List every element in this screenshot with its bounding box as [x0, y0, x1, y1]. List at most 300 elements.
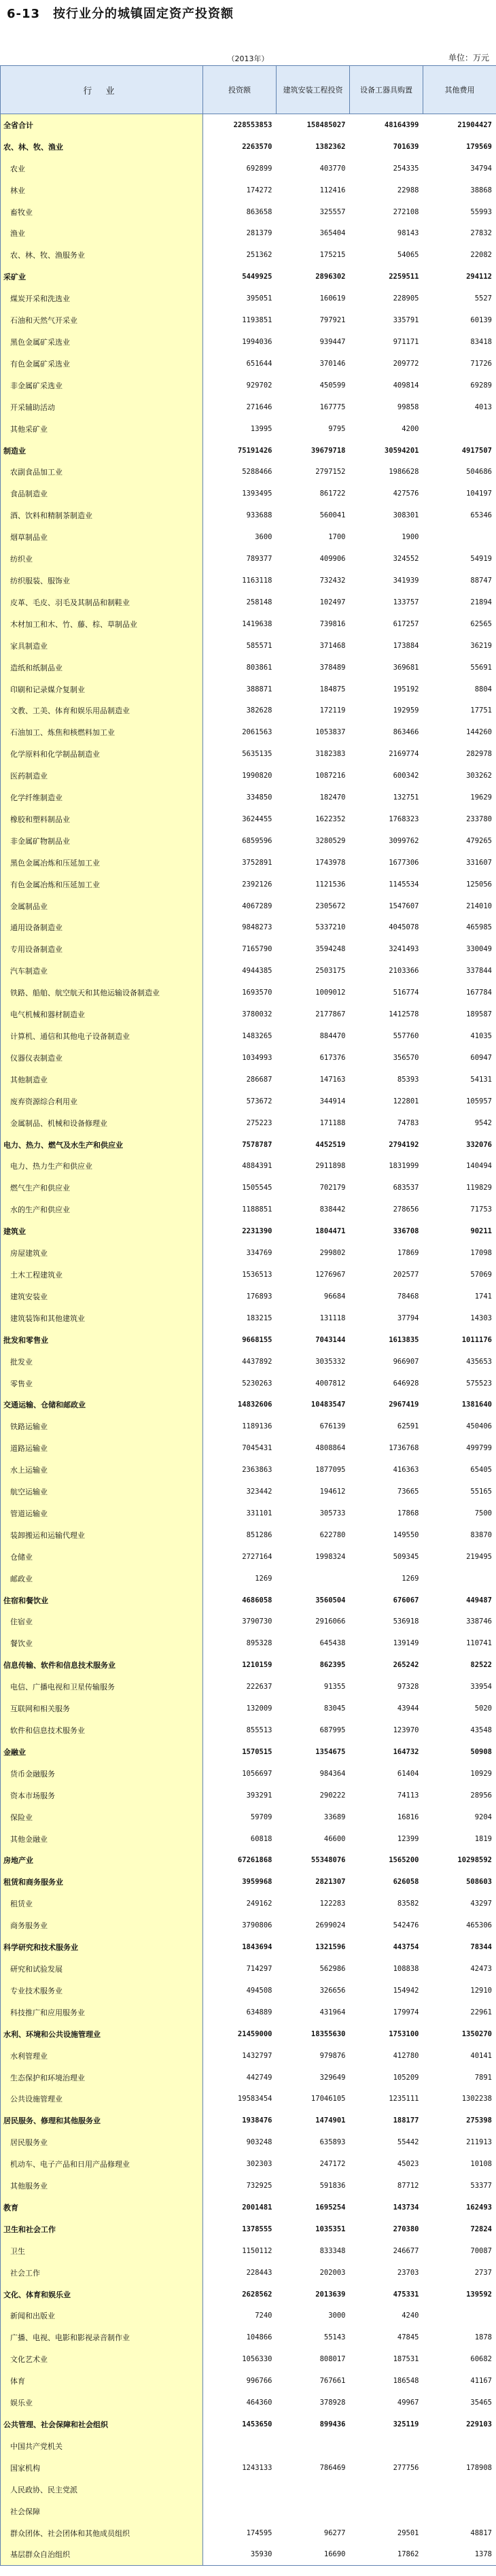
construction-cell: 83045 [277, 1698, 350, 1719]
table-row [1, 2175, 496, 2197]
industry-name-cell: 信息传输、软件和信息技术服务业 [1, 1654, 203, 1676]
equipment-cell: 23703 [350, 2262, 423, 2284]
construction-cell: 33689 [277, 1806, 350, 1828]
industry-name-cell: 水上运输业 [1, 1459, 203, 1481]
industry-name-cell: 餐饮业 [1, 1632, 203, 1654]
industry-name-cell: 制造业 [1, 440, 203, 462]
other-cost-cell: 55165 [423, 1481, 496, 1502]
industry-name-cell: 装卸搬运和运输代理业 [1, 1524, 203, 1546]
construction-cell: 732432 [277, 570, 350, 591]
construction-cell: 702179 [277, 1177, 350, 1199]
other-cost-cell: 34794 [423, 158, 496, 179]
table-row [1, 158, 496, 179]
industry-name-cell: 房屋建筑业 [1, 1242, 203, 1264]
equipment-cell: 1900 [350, 526, 423, 548]
other-cost-cell: 465985 [423, 917, 496, 939]
other-cost-cell: 189587 [423, 1003, 496, 1025]
other-cost-cell: 60139 [423, 309, 496, 331]
construction-cell: 403770 [277, 158, 350, 179]
total-investment-cell: 442749 [203, 2067, 277, 2089]
other-cost-cell: 71726 [423, 353, 496, 375]
other-cost-cell: 1302238 [423, 2088, 496, 2110]
total-investment-cell: 1536513 [203, 1264, 277, 1286]
table-row [1, 2153, 496, 2175]
table-row [1, 136, 496, 158]
other-cost-cell: 90211 [423, 1220, 496, 1242]
industry-name-cell: 广播、电视、电影和影视录音制作业 [1, 2326, 203, 2348]
construction-cell: 1998324 [277, 1546, 350, 1568]
table-row [1, 808, 496, 830]
equipment-cell [350, 2501, 423, 2522]
construction-cell: 645438 [277, 1632, 350, 1654]
construction-cell: 1009012 [277, 982, 350, 1003]
equipment-cell: 341939 [350, 570, 423, 591]
equipment-cell: 98143 [350, 223, 423, 245]
industry-name-cell: 新闻和出版业 [1, 2305, 203, 2327]
other-cost-cell [423, 2435, 496, 2457]
total-investment-cell: 851286 [203, 1524, 277, 1546]
other-cost-cell: 5527 [423, 288, 496, 309]
equipment-cell: 12399 [350, 1828, 423, 1850]
total-investment-cell: 714297 [203, 1958, 277, 1980]
other-cost-cell: 1878 [423, 2326, 496, 2348]
equipment-cell: 22988 [350, 179, 423, 201]
industry-name-cell: 专用设备制造业 [1, 938, 203, 960]
industry-name-cell: 橡胶和塑料制品业 [1, 808, 203, 830]
total-investment-cell: 222637 [203, 1676, 277, 1698]
table-row [1, 1090, 496, 1112]
table-row [1, 1914, 496, 1936]
construction-cell: 1743978 [277, 852, 350, 874]
equipment-cell: 516774 [350, 982, 423, 1003]
table-row [1, 2348, 496, 2370]
other-cost-cell: 4917507 [423, 440, 496, 462]
other-cost-cell: 54919 [423, 548, 496, 570]
construction-cell: 1035351 [277, 2218, 350, 2240]
equipment-cell: 272108 [350, 201, 423, 223]
other-cost-cell: 499799 [423, 1437, 496, 1459]
construction-cell: 167775 [277, 396, 350, 418]
equipment-cell: 369681 [350, 657, 423, 679]
equipment-cell: 4200 [350, 418, 423, 440]
table-row [1, 700, 496, 721]
total-investment-cell: 59709 [203, 1806, 277, 1828]
construction-cell: 617376 [277, 1047, 350, 1069]
table-row [1, 1025, 496, 1047]
total-investment-cell: 275223 [203, 1112, 277, 1134]
other-cost-cell: 35465 [423, 2392, 496, 2414]
construction-cell: 1354675 [277, 1741, 350, 1763]
industry-name-cell: 计算机、通信和其他电子设备制造业 [1, 1025, 203, 1047]
construction-cell: 833348 [277, 2240, 350, 2262]
total-investment-cell: 1163118 [203, 570, 277, 591]
equipment-cell: 149550 [350, 1524, 423, 1546]
equipment-cell: 49967 [350, 2392, 423, 2414]
table-row [1, 179, 496, 201]
construction-cell [277, 2479, 350, 2501]
other-cost-cell: 40141 [423, 2045, 496, 2067]
construction-cell: 899436 [277, 2414, 350, 2435]
other-cost-cell: 303262 [423, 765, 496, 787]
construction-cell: 3182383 [277, 743, 350, 765]
construction-cell: 378489 [277, 657, 350, 679]
other-cost-cell: 140494 [423, 1156, 496, 1178]
table-head [1, 66, 496, 114]
industry-name-cell: 资本市场服务 [1, 1785, 203, 1806]
other-cost-cell: 229103 [423, 2414, 496, 2435]
table-row [1, 1785, 496, 1806]
equipment-cell: 536918 [350, 1611, 423, 1633]
industry-name-cell: 烟草制品业 [1, 526, 203, 548]
total-investment-cell: 1990820 [203, 765, 277, 787]
equipment-cell: 600342 [350, 765, 423, 787]
other-cost-cell: 7891 [423, 2067, 496, 2089]
other-cost-cell: 1350270 [423, 2023, 496, 2045]
total-investment-cell [203, 2435, 277, 2457]
total-investment-cell: 1483265 [203, 1025, 277, 1047]
total-investment-cell: 1505545 [203, 1177, 277, 1199]
table-row [1, 1003, 496, 1025]
industry-name-cell: 印刷和记录媒介复制业 [1, 679, 203, 700]
other-cost-cell: 1381640 [423, 1394, 496, 1415]
equipment-cell: 557760 [350, 1025, 423, 1047]
equipment-cell: 409814 [350, 375, 423, 396]
industry-name-cell: 道路运输业 [1, 1437, 203, 1459]
equipment-cell: 188177 [350, 2110, 423, 2131]
total-investment-cell: 5288466 [203, 462, 277, 483]
industry-name-cell: 建筑装饰和其他建筑业 [1, 1307, 203, 1329]
industry-name-cell: 水利、环境和公共设施管理业 [1, 2023, 203, 2045]
equipment-cell: 1547607 [350, 895, 423, 917]
industry-name-cell: 互联网和相关服务 [1, 1698, 203, 1719]
category-header: 行 业 [1, 66, 203, 114]
equipment-cell: 966907 [350, 1351, 423, 1373]
other-cost-cell [423, 2479, 496, 2501]
industry-name-cell: 电信、广播电视和卫星传输服务 [1, 1676, 203, 1698]
total-investment-cell: 4944385 [203, 960, 277, 982]
industry-name-cell: 其他金融业 [1, 1828, 203, 1850]
construction-cell: 687995 [277, 1719, 350, 1741]
equipment-cell: 2103366 [350, 960, 423, 982]
construction-cell: 861722 [277, 483, 350, 504]
equipment-cell: 78468 [350, 1286, 423, 1307]
total-investment-cell: 174272 [203, 179, 277, 201]
industry-name-cell: 国家机构 [1, 2457, 203, 2479]
total-investment-cell: 67261868 [203, 1850, 277, 1872]
table-row [1, 1632, 496, 1654]
total-investment-cell: 1570515 [203, 1741, 277, 1763]
table-row [1, 1307, 496, 1329]
other-cost-cell: 78344 [423, 1936, 496, 1958]
equipment-cell: 356570 [350, 1047, 423, 1069]
equipment-cell: 173884 [350, 635, 423, 657]
industry-name-cell: 仓储业 [1, 1546, 203, 1568]
total-investment-cell: 855513 [203, 1719, 277, 1741]
other-cost-cell: 508603 [423, 1871, 496, 1893]
industry-name-cell: 金融业 [1, 1741, 203, 1763]
other-cost-cell: 211913 [423, 2131, 496, 2153]
other-cost-cell: 83418 [423, 331, 496, 353]
equipment-cell: 16816 [350, 1806, 423, 1828]
table-row [1, 1958, 496, 1980]
equipment-cell: 29501 [350, 2522, 423, 2544]
table-row [1, 743, 496, 765]
equipment-cell: 443754 [350, 1936, 423, 1958]
table-row [1, 874, 496, 895]
construction-cell: 1804471 [277, 1220, 350, 1242]
construction-cell: 984364 [277, 1763, 350, 1785]
construction-cell: 194612 [277, 1481, 350, 1502]
table-row [1, 1220, 496, 1242]
construction-cell: 5337210 [277, 917, 350, 939]
construction-cell: 2699024 [277, 1914, 350, 1936]
other-cost-cell: 275398 [423, 2110, 496, 2131]
table-row [1, 1719, 496, 1741]
total-investment-cell: 3624455 [203, 808, 277, 830]
other-cost-cell: 65405 [423, 1459, 496, 1481]
table-body [1, 114, 496, 2566]
equipment-cell: 74113 [350, 1785, 423, 1806]
other-cost-cell: 9204 [423, 1806, 496, 1828]
equipment-cell: 3241493 [350, 938, 423, 960]
total-investment-cell: 19583454 [203, 2088, 277, 2110]
total-investment-cell: 2001481 [203, 2197, 277, 2218]
construction-cell: 16690 [277, 2544, 350, 2566]
construction-cell: 739816 [277, 613, 350, 635]
other-cost-cell: 27832 [423, 223, 496, 245]
total-investment-cell: 395051 [203, 288, 277, 309]
industry-name-cell: 有色金属冶炼和压延加工业 [1, 874, 203, 895]
other-cost-cell: 17751 [423, 700, 496, 721]
construction-cell: 676139 [277, 1415, 350, 1437]
construction-cell: 17046105 [277, 2088, 350, 2110]
equipment-cell: 45023 [350, 2153, 423, 2175]
equipment-cell: 123970 [350, 1719, 423, 1741]
total-investment-cell: 174595 [203, 2522, 277, 2544]
construction-cell: 122283 [277, 1893, 350, 1914]
industry-name-cell: 基层群众自治组织 [1, 2544, 203, 2566]
total-investment-cell: 1188851 [203, 1199, 277, 1220]
equipment-cell: 1677306 [350, 852, 423, 874]
other-cost-cell: 465306 [423, 1914, 496, 1936]
equipment-cell: 254335 [350, 158, 423, 179]
construction-cell: 378928 [277, 2392, 350, 2414]
table-row [1, 266, 496, 288]
construction-cell: 1276967 [277, 1264, 350, 1286]
table-row [1, 2197, 496, 2218]
other-cost-cell: 282978 [423, 743, 496, 765]
industry-name-cell: 非金属矿物制品业 [1, 830, 203, 852]
construction-cell: 2013639 [277, 2284, 350, 2305]
other-cost-cell: 125056 [423, 874, 496, 895]
total-investment-cell: 651644 [203, 353, 277, 375]
equipment-cell: 37794 [350, 1307, 423, 1329]
equipment-cell: 122801 [350, 1090, 423, 1112]
industry-name-cell: 电力、热力生产和供应业 [1, 1156, 203, 1178]
industry-name-cell: 人民政协、民主党派 [1, 2479, 203, 2501]
total-investment-cell: 5449925 [203, 266, 277, 288]
other-cost-cell: 48817 [423, 2522, 496, 2544]
other-cost-cell: 12910 [423, 1980, 496, 2002]
total-investment-cell: 3780032 [203, 1003, 277, 1025]
table-row [1, 1069, 496, 1090]
table-row [1, 201, 496, 223]
other-cost-cell: 43548 [423, 1719, 496, 1741]
other-cost-cell: 233780 [423, 808, 496, 830]
total-investment-cell [203, 2479, 277, 2501]
industry-name-cell: 有色金属矿采选业 [1, 353, 203, 375]
table-row [1, 2414, 496, 2435]
construction-cell: 979876 [277, 2045, 350, 2067]
other-cost-cell: 110741 [423, 1632, 496, 1654]
table-row [1, 2479, 496, 2501]
total-investment-cell: 1378555 [203, 2218, 277, 2240]
total-investment-cell: 692899 [203, 158, 277, 179]
table-row [1, 1112, 496, 1134]
industry-name-cell: 保险业 [1, 1806, 203, 1828]
construction-cell: 560041 [277, 504, 350, 526]
industry-name-cell: 渔业 [1, 223, 203, 245]
industry-name-cell: 开采辅助活动 [1, 396, 203, 418]
other-cost-cell: 22961 [423, 2002, 496, 2023]
equipment-cell: 99858 [350, 396, 423, 418]
construction-cell: 4808864 [277, 1437, 350, 1459]
total-investment-cell: 9848273 [203, 917, 277, 939]
table-row [1, 375, 496, 396]
total-investment-cell: 9668155 [203, 1329, 277, 1351]
total-investment-cell: 5230263 [203, 1373, 277, 1394]
construction-cell: 202003 [277, 2262, 350, 2284]
other-cost-cell: 139592 [423, 2284, 496, 2305]
total-investment-cell: 2628562 [203, 2284, 277, 2305]
table-row [1, 657, 496, 679]
investment-table [0, 65, 496, 2566]
construction-cell: 102497 [277, 591, 350, 613]
other-cost-cell: 55993 [423, 201, 496, 223]
industry-name-cell: 汽车制造业 [1, 960, 203, 982]
construction-cell: 3560504 [277, 1590, 350, 1611]
equipment-cell: 4240 [350, 2305, 423, 2327]
equipment-cell: 209772 [350, 353, 423, 375]
other-cost-cell: 167784 [423, 982, 496, 1003]
industry-name-cell: 石油和天然气开采业 [1, 309, 203, 331]
other-header: 其他费用 [423, 66, 496, 114]
equipment-cell: 1412578 [350, 1003, 423, 1025]
industry-name-cell: 科技推广和应用服务业 [1, 2002, 203, 2023]
industry-name-cell: 公共设施管理业 [1, 2088, 203, 2110]
other-cost-cell: 72824 [423, 2218, 496, 2240]
equipment-cell: 427576 [350, 483, 423, 504]
equipment-cell: 270380 [350, 2218, 423, 2240]
table-row [1, 1828, 496, 1850]
table-row [1, 244, 496, 266]
table-row [1, 960, 496, 982]
industry-name-cell: 土木工程建筑业 [1, 1264, 203, 1286]
table-row [1, 504, 496, 526]
other-cost-cell: 338746 [423, 1611, 496, 1633]
table-row [1, 331, 496, 353]
table-row [1, 114, 496, 136]
equipment-cell [350, 2435, 423, 2457]
total-investment-cell: 1056330 [203, 2348, 277, 2370]
other-cost-cell: 479265 [423, 830, 496, 852]
industry-name-cell: 废弃资源综合利用业 [1, 1090, 203, 1112]
other-cost-cell: 10929 [423, 1763, 496, 1785]
industry-name-cell: 其他采矿业 [1, 418, 203, 440]
total-investment-cell: 271646 [203, 396, 277, 418]
total-investment-cell: 3600 [203, 526, 277, 548]
equipment-cell: 683537 [350, 1177, 423, 1199]
industry-name-cell: 仪器仪表制造业 [1, 1047, 203, 1069]
construction-cell: 939447 [277, 331, 350, 353]
industry-name-cell: 通用设备制造业 [1, 917, 203, 939]
industry-name-cell: 其他制造业 [1, 1069, 203, 1090]
other-cost-cell: 337844 [423, 960, 496, 982]
other-cost-cell: 162493 [423, 2197, 496, 2218]
construction-cell: 2177867 [277, 1003, 350, 1025]
industry-name-cell: 软件和信息技术服务业 [1, 1719, 203, 1741]
total-investment-cell: 895328 [203, 1632, 277, 1654]
other-cost-cell: 41035 [423, 1025, 496, 1047]
industry-name-cell: 批发和零售业 [1, 1329, 203, 1351]
total-investment-cell: 2263570 [203, 136, 277, 158]
total-investment-cell: 183215 [203, 1307, 277, 1329]
equipment-cell: 132751 [350, 787, 423, 808]
industry-name-cell: 农、林、牧、渔服务业 [1, 244, 203, 266]
industry-name-cell: 非金属矿采选业 [1, 375, 203, 396]
construction-header: 建筑安装工程投资 [277, 66, 350, 114]
total-investment-cell: 5635135 [203, 743, 277, 765]
construction-cell: 305733 [277, 1502, 350, 1524]
other-cost-cell: 88747 [423, 570, 496, 591]
construction-cell: 635893 [277, 2131, 350, 2153]
total-investment-cell: 634889 [203, 2002, 277, 2023]
other-cost-cell [423, 526, 496, 548]
other-cost-cell: 71753 [423, 1199, 496, 1220]
equipment-cell: 1768323 [350, 808, 423, 830]
total-investment-cell: 1056697 [203, 1763, 277, 1785]
table-row [1, 2002, 496, 2023]
construction-cell: 175215 [277, 244, 350, 266]
table-row [1, 2457, 496, 2479]
total-investment-cell: 2231390 [203, 1220, 277, 1242]
total-investment-cell: 789377 [203, 548, 277, 570]
table-row [1, 2240, 496, 2262]
industry-name-cell: 专业技术服务业 [1, 1980, 203, 2002]
other-cost-cell: 70087 [423, 2240, 496, 2262]
industry-name-cell: 酒、饮料和精制茶制造业 [1, 504, 203, 526]
table-row [1, 1134, 496, 1156]
other-cost-cell: 575523 [423, 1373, 496, 1394]
total-investment-cell: 286687 [203, 1069, 277, 1090]
construction-cell: 18355630 [277, 2023, 350, 2045]
construction-cell: 1474901 [277, 2110, 350, 2131]
other-cost-cell: 50908 [423, 1741, 496, 1763]
equipment-cell: 108838 [350, 1958, 423, 1980]
construction-cell: 767661 [277, 2370, 350, 2392]
equipment-cell: 55442 [350, 2131, 423, 2153]
other-cost-cell: 62565 [423, 613, 496, 635]
total-investment-cell: 464360 [203, 2392, 277, 2414]
other-cost-cell: 435653 [423, 1351, 496, 1373]
unit-label: 单位：万元 [448, 53, 489, 63]
table-row [1, 1329, 496, 1351]
total-header: 投资额 [203, 66, 277, 114]
equipment-cell: 87712 [350, 2175, 423, 2197]
equipment-cell: 187531 [350, 2348, 423, 2370]
table-row [1, 1806, 496, 1828]
industry-name-cell: 农、林、牧、渔业 [1, 136, 203, 158]
